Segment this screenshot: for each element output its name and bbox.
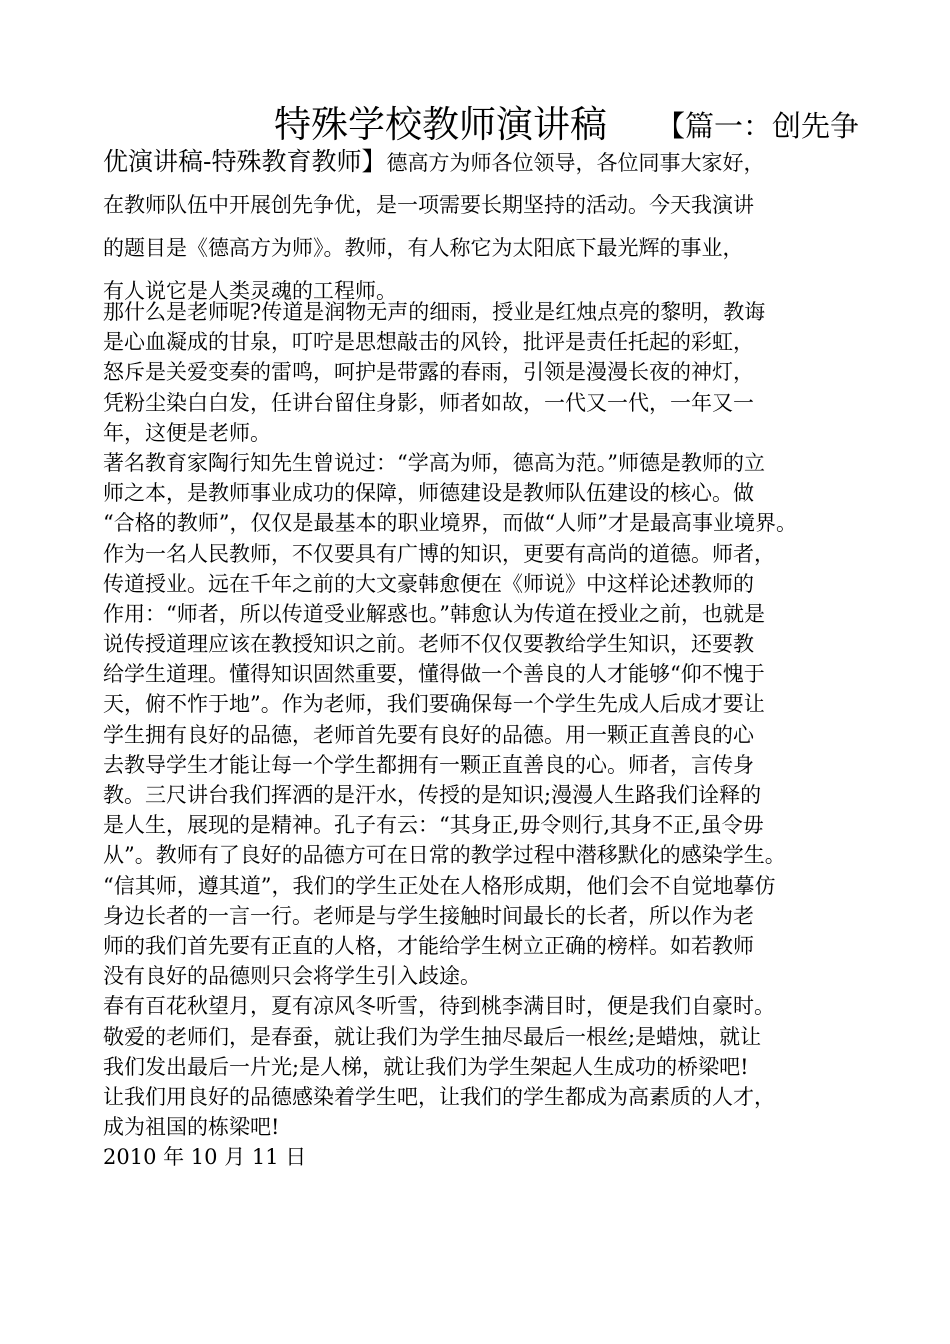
body-line: 从”。教师有了良好的品德方可在日常的教学过程中潜移默化的感染学生。 [103,843,786,868]
intro-line-1-text: 德高方为师各位领导，各位同事大家好， [386,151,765,175]
body-line: 是人生，展现的是精神。孔子有云：“其身正,毋令则行,其身不正,虽令毋 [103,813,764,838]
body-line: 教。三尺讲台我们挥洒的是汗水，传授的是知识;漫漫人生路我们诠释的 [103,783,762,807]
body-line: 身边长者的一言一行。老师是与学生接触时间最长的长者，所以作为老 [103,903,754,928]
body-line: 师的我们首先要有正直的人格，才能给学生树立正确的榜样。如若教师 [103,933,754,958]
body-line: 春有百花秋望月，夏有凉风冬听雪，待到桃李满目时，便是我们自豪时。 [103,994,775,1019]
body-line: 成为祖国的栋梁吧! [103,1115,280,1140]
body-line: 去教导学生才能让每一个学生都拥有一颗正直善良的心。师者，言传身 [103,752,754,777]
body-line: “信其师，遵其道”，我们的学生正处在人格形成期，他们会不自觉地摹仿 [103,873,776,898]
body-line: 天，俯不怍于地”。作为老师，我们要确保每一个学生先成人后成才要让 [103,692,765,717]
body-line: 年，这便是老师。 [103,420,271,445]
title-tail: 优演讲稿-特殊教育教师】 [103,147,387,176]
body-line: “合格的教师”，仅仅是最基本的职业境界，而做“人师”才是最高事业境界。 [103,511,797,536]
body-line: 著名教育家陶行知先生曾说过：“学高为师，德高为范。”师德是教师的立 [103,450,765,475]
body-line: 没有良好的品德则只会将学生引入歧途。 [103,964,481,989]
body-line: 给学生道理。懂得知识固然重要，懂得做一个善良的人才能够“仰不愧于 [103,662,765,687]
body-line: 作为一名人民教师，不仅要具有广博的知识，更要有高尚的道德。师者， [103,541,775,566]
body-line: 怒斥是关爱变奏的雷鸣，呵护是带露的春雨，引领是漫漫长夜的神灯， [103,360,754,385]
body-line: 那什么是老师呢?传道是润物无声的细雨，授业是红烛点亮的黎明，教诲 [103,300,766,324]
body-text [103,297,863,1172]
intro-line-3: 的题目是《德高方为师》。教师，有人称它为太阳底下最光辉的事业， [103,236,744,260]
intro-line-4: 有人说它是人类灵魂的工程师。 [103,279,397,303]
body-line: 师之本，是教师事业成功的保障，师德建设是教师队伍建设的核心。做 [103,481,754,506]
document-title: 特殊学校教师演讲稿 [274,103,607,146]
body-line: 凭粉尘染白白发，任讲台留住身影，师者如故，一代又一代，一年又一 [103,390,754,415]
intro-line-2: 在教师队伍中开展创先争优，是一项需要长期坚持的活动。今天我演讲 [103,193,754,217]
body-line: 我们发出最后一片光;是人梯，就让我们为学生架起人生成功的桥梁吧! [103,1054,749,1079]
document-title-continuation: 【篇一：创先争 [656,109,860,143]
body-line: 敬爱的老师们，是春蚕，就让我们为学生抽尽最后一根丝;是蜡烛，就让 [103,1024,762,1049]
body-line: 学生拥有良好的品德，老师首先要有良好的品德。用一颗正直善良的心 [103,722,754,747]
body-line: 作用：“师者，所以传道受业解惑也。”韩愈认为传道在授业之前，也就是 [103,601,765,626]
body-line: 让我们用良好的品德感染着学生吧，让我们的学生都成为高素质的人才， [103,1084,775,1109]
body-line: 是心血凝成的甘泉，叮咛是思想敲击的风铃，批评是责任托起的彩虹， [103,330,754,355]
body-line: 传道授业。远在千年之前的大文豪韩愈便在《师说》中这样论述教师的 [103,571,754,596]
body-line: 说传授道理应该在教授知识之前。老师不仅仅要教给学生知识，还要教 [103,632,754,657]
document-date: 2010 年 10 月 11 日 [103,1145,307,1170]
intro-paragraph [103,140,863,313]
intro-line-1 [103,140,863,184]
